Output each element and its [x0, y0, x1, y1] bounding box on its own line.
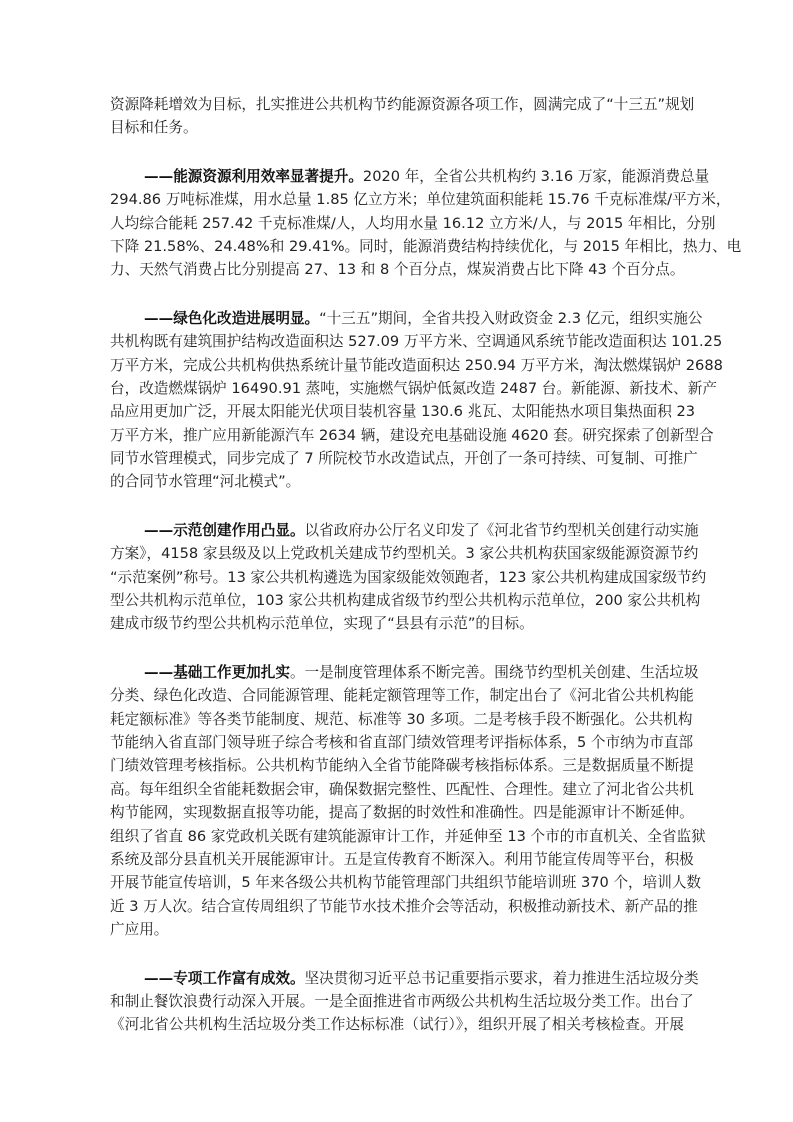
text-line: [110, 400, 696, 423]
text-line: [110, 990, 694, 1013]
text-line: [110, 235, 742, 258]
text-line: [110, 661, 699, 684]
text-line: [110, 519, 699, 542]
line-text: 构节能网，实现数据直报等功能，提高了数据的时效性和准确性。四是能源审计不断延伸。: [110, 804, 694, 822]
paragraph: [110, 967, 699, 1037]
line-text: 分类、绿色化改造、合同能源管理、能耗定额管理等工作，制定出台了《河北省公共机构能: [110, 687, 694, 705]
text-line: [110, 848, 694, 871]
line-text: 万平方米，推广应用新能源汽车 2634 辆，建设充电基础设施 4620 套。研究探索了创新型合: [110, 426, 714, 444]
line-text: 广应用。: [110, 921, 169, 939]
line-text: 品应用更加广泛，开展太阳能光伏项目装机容量 130.6 兆瓦、太阳能热水项目集热面积 23: [110, 403, 696, 421]
text-line: [110, 612, 684, 635]
text-line: [110, 801, 694, 824]
paragraph: [110, 165, 742, 282]
section-heading: ——绿色化改造进展明显。: [144, 309, 320, 327]
text-line: [110, 754, 694, 777]
line-text: 同节水管理模式，同步完成了 7 所院校节水改造试点，开创了一条可持续、可复制、可推广: [110, 450, 698, 468]
text-line: [110, 708, 693, 731]
line-text: 高。每年组织全省能耗数据会审，确保数据完整性、匹配性、合理性。建立了河北省公共机: [110, 780, 694, 798]
text-line: [110, 354, 723, 377]
text-line: [110, 212, 716, 235]
line-text: 的合同节水管理“河北模式”。: [110, 473, 301, 491]
line-text: “示范案例”称号。13 家公共机构遴选为国家级能效领跑者，123 家公共机构建成国家级节约: [110, 568, 707, 586]
line-text: 台，改造燃煤锅炉 16490.91 蒸吨，实施燃气锅炉低氮改造 2487 台。新能源、新技术、新产: [110, 379, 717, 397]
text-line: [110, 165, 710, 188]
line-text: 。一是制度管理体系不断完善。围绕节约型机关创建、生活垃圾: [289, 663, 699, 681]
line-text: 节能纳入省直部门领导班子综合考核和省直部门绩效管理考评指标体系，5 个市纳为市直部: [110, 733, 694, 751]
line-text: 建成市级节约型公共机构示范单位，实现了“县县有示范”的目标。: [110, 615, 534, 633]
text-line: [110, 93, 695, 116]
text-line: [110, 1013, 684, 1036]
text-line: [110, 566, 707, 589]
line-text: 2020 年，全省公共机构约 3.16 万家，能源消费总量: [362, 167, 710, 185]
paragraph: [110, 519, 707, 636]
text-line: [110, 684, 694, 707]
line-text: “十三五”期间，全省共投入财政资金 2.3 亿元，组织实施公: [319, 309, 703, 327]
line-text: 组织了省直 86 家党政机关既有建筑能源审计工作，并延伸至 13 个市的市直机关、全省监狱: [110, 827, 706, 845]
paragraph: [110, 661, 706, 942]
section-heading: ——基础工作更加扎实: [144, 663, 290, 681]
line-text: 以省政府办公厅名义印发了《河北省节约型机关创建行动实施: [304, 521, 699, 539]
text-line: [110, 967, 699, 990]
text-line: [110, 542, 699, 565]
text-line: [110, 918, 684, 941]
text-line: [110, 778, 694, 801]
text-line: [110, 731, 694, 754]
section-heading: ——示范创建作用凸显。: [144, 521, 305, 539]
line-text: 耗定额标准》等各类节能制度、规范、标准等 30 多项。二是考核手段不断强化。公共机构: [110, 710, 693, 728]
line-text: 门绩效管理考核指标。公共机构节能纳入全省节能降碳考核指标体系。三是数据质量不断提: [110, 757, 694, 775]
text-line: [110, 447, 698, 470]
line-text: 开展节能宣传培训，5 年来各级公共机构节能管理部门共组织节能培训班 370 个，培训人数: [110, 874, 702, 892]
line-text: 力、天然气消费占比分别提高 27、13 和 8 个百分点，煤炭消费占比下降 43 个百分点。: [110, 261, 685, 279]
line-text: 方案》，4158 家县级及以上党政机关建成节约型机关。3 家公共机构获国家级能源资源节约: [110, 545, 699, 563]
line-text: 坚决贯彻习近平总书记重要指示要求，着力推进生活垃圾分类: [304, 969, 699, 987]
text-line: [110, 825, 706, 848]
section-heading: ——专项工作富有成效。: [144, 969, 305, 987]
section-heading: ——能源资源利用效率显著提升。: [144, 167, 363, 185]
text-line: [110, 470, 684, 493]
text-line: [110, 330, 723, 353]
line-text: 近 3 万人次。结合宣传周组织了节能节水技术推介会等活动，积极推动新技术、新产品的推: [110, 897, 698, 915]
paragraph: [110, 93, 695, 140]
line-text: 型公共机构示范单位，103 家公共机构建成省级节约型公共机构示范单位，200 家公共机构: [110, 592, 701, 610]
text-line: [110, 895, 698, 918]
text-line: [110, 188, 731, 211]
line-text: 万平方米，完成公共机构供热系统计量节能改造面积达 250.94 万平方米，淘汰燃煤锅炉 2688: [110, 356, 723, 374]
text-line: [110, 307, 703, 330]
text-line: [110, 377, 717, 400]
line-text: 下降 21.58%、24.48%和 29.41%。同时，能源消费结构持续优化，与 2015 年相比，热力、电: [110, 237, 742, 255]
text-line: [110, 116, 684, 139]
line-text: 人均综合能耗 257.42 千克标准煤/人，人均用水量 16.12 立方米/人，与 2015 年相比，分别: [110, 214, 716, 232]
line-text: 共机构既有建筑围护结构改造面积达 527.09 万平方米、空调通风系统节能改造面积达 101.25: [110, 333, 723, 351]
text-line: [110, 424, 714, 447]
text-line: [110, 871, 702, 894]
text-line: [110, 589, 701, 612]
line-text: 294.86 万吨标准煤，用水总量 1.85 亿立方米；单位建筑面积能耗 15.76 千克标准煤/平方米，: [110, 191, 731, 209]
line-text: 目标和任务。: [110, 119, 198, 137]
line-text: 系统及部分县直机关开展能源审计。五是宣传教育不断深入。利用节能宣传周等平台，积极: [110, 850, 694, 868]
document-page: [110, 93, 742, 1062]
line-text: 和制止餐饮浪费行动深入开展。一是全面推进省市两级公共机构生活垃圾分类工作。出台了: [110, 992, 694, 1010]
paragraph: [110, 307, 723, 494]
line-text: 《河北省公共机构生活垃圾分类工作达标标准（试行）》，组织开展了相关考核检查。开展: [110, 1016, 684, 1034]
line-text: 资源降耗增效为目标，扎实推进公共机构节约能源资源各项工作，圆满完成了“十三五”规划: [110, 96, 695, 113]
text-line: [110, 258, 684, 281]
